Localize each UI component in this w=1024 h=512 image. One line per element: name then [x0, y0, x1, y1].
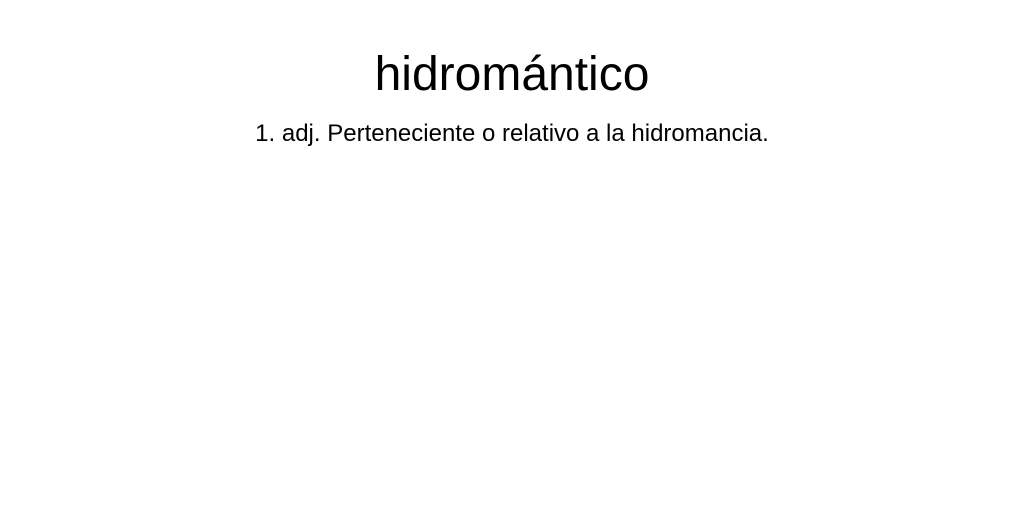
headword-title: hidromántico — [374, 48, 650, 101]
definition-1: 1. adj. Perteneciente o relativo a la hidromancia. — [255, 120, 769, 147]
dictionary-entry — [0, 0, 1024, 149]
